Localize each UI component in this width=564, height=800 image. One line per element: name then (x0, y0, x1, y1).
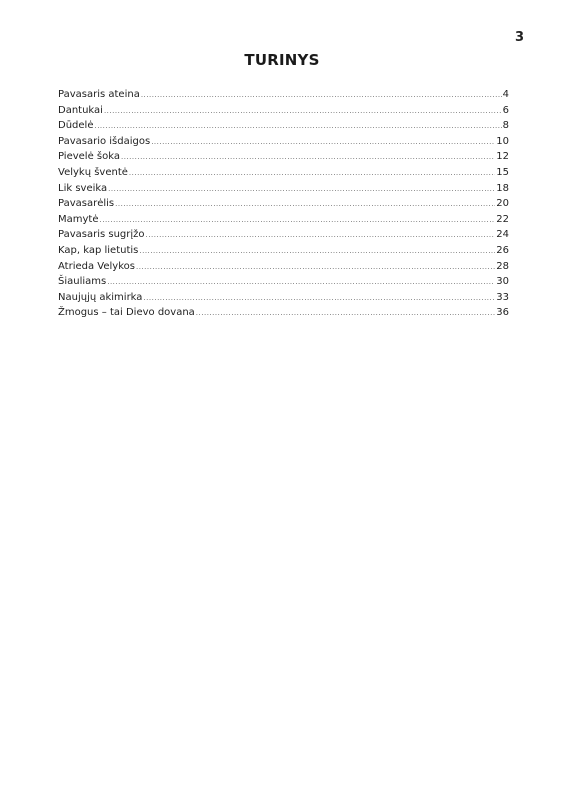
toc-entry[interactable] (58, 212, 509, 228)
toc-entry-page: 18 (496, 182, 509, 194)
toc-dot-leader (136, 260, 495, 275)
toc-entry[interactable] (58, 118, 509, 134)
toc-dot-leader (196, 306, 495, 321)
toc-entry-page: 12 (496, 151, 509, 163)
toc-entry-title: Velykų šventė (58, 166, 128, 178)
toc-entry-page: 10 (496, 135, 509, 147)
toc-entry[interactable] (58, 259, 509, 275)
toc-entry-page: 6 (502, 104, 509, 116)
toc-entry-title: Pavasario išdaigos (58, 135, 151, 147)
toc-entry-page: 28 (496, 260, 509, 272)
toc-entry[interactable] (58, 149, 509, 165)
toc-entry-title: Kap, kap lietutis (58, 244, 139, 256)
toc-entry[interactable] (58, 274, 509, 290)
toc-entry[interactable] (58, 243, 509, 259)
toc-entry-title: Naujųjų akimirka (58, 291, 143, 303)
toc-entry[interactable] (58, 305, 509, 321)
toc-entry-page: 24 (496, 229, 509, 241)
toc-entry-page: 30 (496, 276, 509, 288)
toc-entry-page: 4 (502, 89, 509, 100)
toc-dot-leader (108, 182, 495, 197)
toc-dot-leader (94, 119, 501, 134)
toc-dot-leader (139, 244, 495, 259)
page-title: TURINYS (244, 51, 320, 69)
toc-dot-leader (129, 166, 495, 181)
toc-entry-title: Pievelė šoka (58, 151, 120, 163)
toc-entry-page: 26 (496, 244, 509, 256)
toc-dot-leader (115, 197, 495, 212)
toc-entry-title: Atrieda Velykos (58, 260, 135, 272)
toc-dot-leader (146, 228, 496, 243)
toc-dot-leader (143, 291, 495, 306)
toc-entry-page: 22 (496, 213, 509, 225)
toc-dot-leader (151, 135, 495, 150)
toc-entry[interactable] (58, 227, 509, 243)
toc-entry-title: Pavasaris ateina (58, 89, 140, 100)
toc-entry-title: Lik sveika (58, 182, 108, 194)
toc-entry-title: Pavasarėlis (58, 198, 115, 210)
toc-dot-leader (104, 104, 502, 119)
toc-entry-title: Pavasaris sugrįžo (58, 229, 145, 241)
toc-entry-page: 36 (496, 307, 509, 319)
toc-dot-leader (121, 150, 495, 165)
toc-entry[interactable] (58, 87, 509, 103)
toc-entry[interactable] (58, 181, 509, 197)
toc-entry-title: Dantukai (58, 104, 103, 116)
toc-entry-page: 20 (496, 198, 509, 210)
page-number: 3 (515, 30, 525, 45)
toc-entry-title: Dūdelė (58, 120, 94, 132)
toc-entry-title: Mamytė (58, 213, 99, 225)
toc-entry[interactable] (58, 134, 509, 150)
toc-entry-page: 33 (496, 291, 509, 303)
toc-entry[interactable] (58, 196, 509, 212)
toc-dot-leader (100, 213, 496, 228)
toc-dot-leader (107, 275, 495, 290)
toc-entry[interactable] (58, 103, 509, 119)
table-of-contents (58, 87, 509, 321)
toc-entry-title: Žmogus – tai Dievo dovana (58, 307, 195, 319)
toc-entry[interactable] (58, 290, 509, 306)
toc-entry-page: 15 (496, 166, 509, 178)
toc-entry[interactable] (58, 165, 509, 181)
toc-entry-page: 8 (502, 120, 509, 132)
toc-entry-title: Šiauliams (58, 276, 107, 288)
toc-dot-leader (141, 88, 502, 103)
